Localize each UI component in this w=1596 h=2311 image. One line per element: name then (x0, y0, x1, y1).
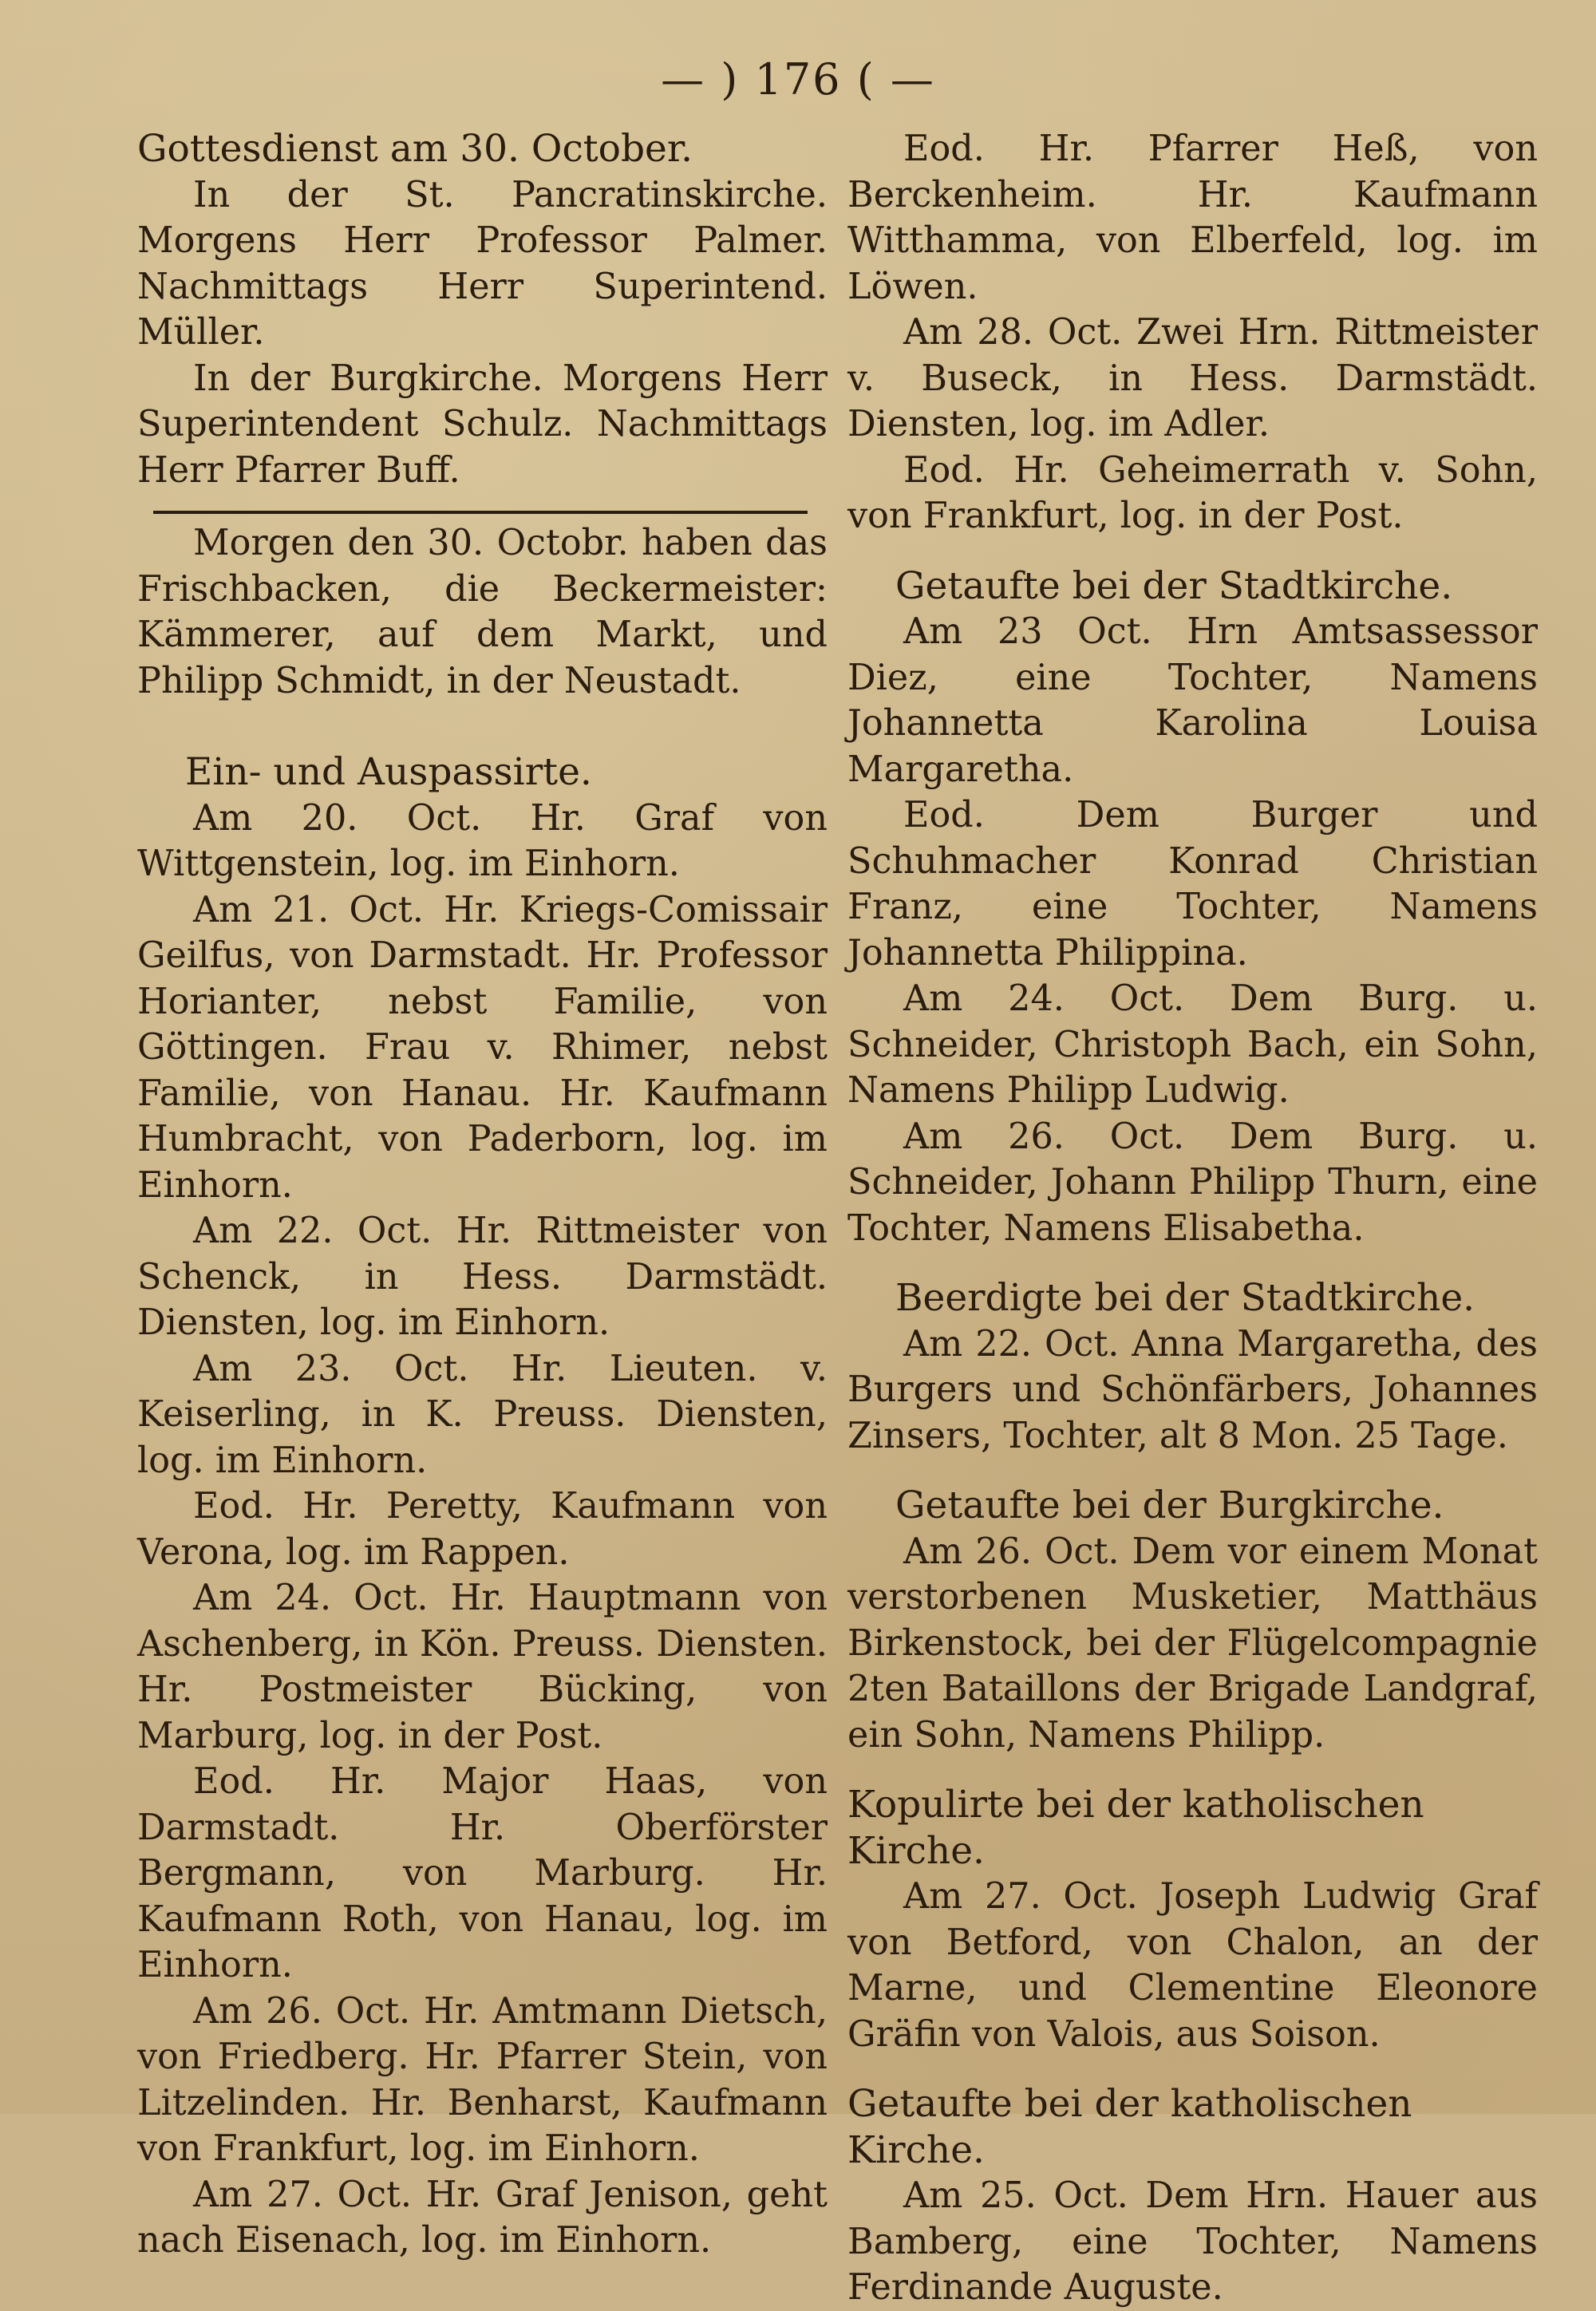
arrival-entry: Am 20. Oct. Hr. Graf von Wittgenstein, log. im Einhorn. (137, 797, 828, 884)
arrival-entry: Am 22. Oct. Hr. Rittmeister von Schenck, in Hess. Darmstädt. Diensten, log. im Einhorn. (137, 1211, 828, 1343)
service-pancratius: In der St. Pancratinskirche. Morgens Herr Professor Palmer. Nachmittags Herr Superintend. Müller. (137, 174, 828, 353)
baptism-entry: Am 23 Oct. Hrn Amtsassessor Diez, eine Tochter, Namens Johannetta Karolina Louisa Margaretha. (847, 611, 1538, 790)
arrival-entry: Am 23. Oct. Hr. Lieuten. v. Keiserling, in K. Preuss. Diensten, log. im Einhorn. (137, 1348, 828, 1481)
baptism-entry: Am 26. Oct. Dem Burg. u. Schneider, Johann Philipp Thurn, eine Tochter, Namens Elisabetha. (847, 1116, 1538, 1249)
arrival-entry: Eod. Hr. Geheimerrath v. Sohn, von Frankfurt, log. in der Post. (847, 449, 1538, 536)
divider-rule (153, 511, 808, 514)
section-title-passirte: Ein- und Auspassirte. (185, 750, 592, 794)
arrival-entry: Eod. Hr. Peretty, Kaufmann von Verona, log. im Rappen. (137, 1486, 828, 1573)
arrival-entry: Am 27. Oct. Hr. Graf Jenison, geht nach Eisenach, log. im Einhorn. (137, 2174, 828, 2261)
arrival-entry: Am 24. Oct. Hr. Hauptmann von Aschenberg, in Kön. Preuss. Diensten. Hr. Postmeister Bücking, von Marburg, log. in der Post. (137, 1578, 828, 1756)
burial-entry: Am 22. Oct. Anna Margaretha, des Burgers und Schönfärbers, Johannes Zinsers, Tochter, alt 8 Mon. 25 Tage. (847, 1323, 1538, 1456)
section-title-getaufte-katholisch: Getaufte bei der katholischen Kirche. (847, 2082, 1412, 2172)
arrival-entry: Am 21. Oct. Hr. Kriegs-Comissair Geilfus, von Darmstadt. Hr. Professor Horianter, nebst Familie, von Göttingen. Frau v. Rhimer, nebst Familie, von Hanau. Hr. Kaufmann Humbracht, von Paderborn, log. im Einhorn. (137, 889, 828, 1206)
bakers-notice: Morgen den 30. Octobr. haben das Frischbacken, die Beckermeister: Kämmerer, auf dem Markt, und Philipp Schmidt, in der Neustadt. (137, 523, 828, 701)
arrival-entry: Eod. Hr. Pfarrer Heß, von Berckenheim. Hr. Kaufmann Witthamma, von Elberfeld, log. im Löwen. (847, 128, 1538, 307)
arrival-entry: Am 28. Oct. Zwei Hrn. Rittmeister v. Buseck, in Hess. Darmstädt. Diensten, log. im Adler. (847, 312, 1538, 444)
marriage-entry: Am 27. Oct. Joseph Ludwig Graf von Betford, von Chalon, an der Marne, und Clementine Eleonore Gräfin von Valois, aus Soison. (847, 1876, 1538, 2055)
section-title-getaufte-stadtkirche: Getaufte bei der Stadtkirche. (895, 563, 1453, 608)
baptism-entry: Am 24. Oct. Dem Burg. u. Schneider, Christoph Bach, ein Sohn, Namens Philipp Ludwig. (847, 978, 1538, 1111)
arrival-entry: Am 26. Oct. Hr. Amtmann Dietsch, von Friedberg. Hr. Pfarrer Stein, von Litzelinden. Hr. Benharst, Kaufmann von Frankfurt, log. im Einhorn. (137, 1990, 828, 2169)
service-burgkirche: In der Burgkirche. Morgens Herr Superintendent Schulz. Nachmittags Herr Pfarrer Buff. (137, 358, 828, 491)
baptism-entry: Eod. Dem Burger und Schuhmacher Konrad Christian Franz, eine Tochter, Namens Johannetta Philippina. (847, 795, 1538, 974)
right-column (847, 126, 1538, 2311)
section-title-getaufte-burgkirche: Getaufte bei der Burgkirche. (895, 1483, 1444, 1527)
arrival-entry: Eod. Hr. Major Haas, von Darmstadt. Hr. Oberförster Bergmann, von Marburg. Hr. Kaufmann Roth, von Hanau, log. im Einhorn. (137, 1761, 828, 1985)
baptism-entry: Am 26. Oct. Dem vor einem Monat verstorbenen Musketier, Matthäus Birkenstock, bei der Flügelcompagnie 2ten Bataillons der Brigade Landgraf, ein Sohn, Namens Philipp. (847, 1531, 1538, 1756)
section-title-beerdigte: Beerdigte bei der Stadtkirche. (895, 1276, 1476, 1320)
baptism-entry: Am 25. Oct. Dem Hrn. Hauer aus Bamberg, eine Tochter, Namens Ferdinande Auguste. (847, 2175, 1538, 2308)
page-number: — ) 176 ( — (661, 54, 935, 105)
left-column (137, 126, 828, 2264)
section-title-kopulirte: Kopulirte bei der katholischen Kirche. (847, 1783, 1424, 1873)
section-title-gottesdienst: Gottesdienst am 30. October. (137, 127, 693, 171)
